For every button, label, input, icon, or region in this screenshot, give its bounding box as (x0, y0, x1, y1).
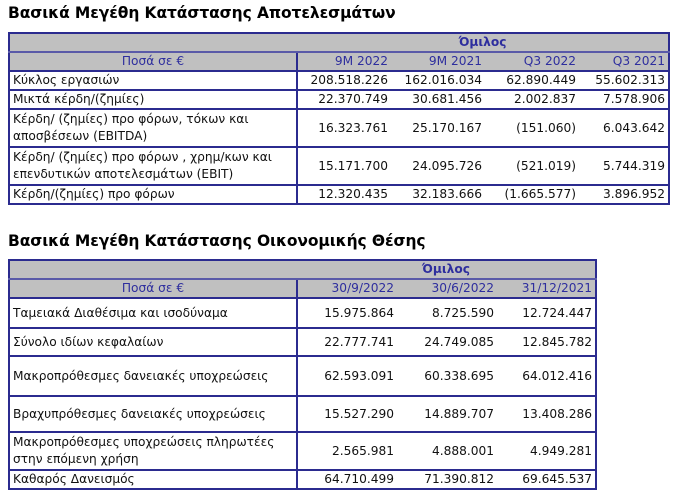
cell-value: 30.681.456 (391, 90, 485, 109)
table-row (9, 147, 669, 185)
cell-value: 6.043.642 (579, 109, 669, 147)
table-row (9, 432, 596, 470)
row-label: Βραχυπρόθεσμες δανειακές υποχρεώσεις (9, 396, 297, 432)
income-statement-table (8, 32, 670, 205)
cell-value: 8.725.590 (397, 298, 497, 328)
cell-value: 4.888.001 (397, 432, 497, 470)
row-label: Κύκλος εργασιών (9, 71, 297, 90)
cell-value: 62.593.091 (297, 356, 397, 396)
cell-value: 64.710.499 (297, 470, 397, 489)
cell-value: 12.320.435 (297, 185, 391, 204)
cell-value: 15.527.290 (297, 396, 397, 432)
table-row (9, 328, 596, 356)
cell-value: 55.602.313 (579, 71, 669, 90)
cell-value: 24.749.085 (397, 328, 497, 356)
cell-value: (151.060) (485, 109, 579, 147)
cell-value: 2.565.981 (297, 432, 397, 470)
row-label: Κέρδη/ (ζημίες) προ φόρων, τόκων και αποσβέσεων (EBITDA) (9, 109, 297, 147)
column-header: 9M 2022 (297, 52, 391, 71)
group-header: Όμιλος (297, 33, 669, 52)
cell-value: 71.390.812 (397, 470, 497, 489)
cell-value: (521.019) (485, 147, 579, 185)
row-label: Κέρδη/(ζημίες) προ φόρων (9, 185, 297, 204)
cell-value: 13.408.286 (497, 396, 596, 432)
group-header-spacer (9, 33, 297, 52)
cell-value: 60.338.695 (397, 356, 497, 396)
financial-position-table (8, 259, 597, 490)
column-header: 31/12/2021 (497, 279, 596, 298)
column-header: Q3 2022 (485, 52, 579, 71)
group-header: Όμιλος (297, 260, 596, 279)
table-row (9, 396, 596, 432)
row-label: Σύνολο ιδίων κεφαλαίων (9, 328, 297, 356)
column-header-row (9, 52, 669, 71)
table-row (9, 185, 669, 204)
cell-value: 16.323.761 (297, 109, 391, 147)
table-row (9, 71, 669, 90)
cell-value: 162.016.034 (391, 71, 485, 90)
cell-value: 3.896.952 (579, 185, 669, 204)
cell-value: 32.183.666 (391, 185, 485, 204)
income-statement-title: Βασικά Μεγέθη Κατάστασης Αποτελεσμάτων (8, 4, 396, 22)
cell-value: 15.975.864 (297, 298, 397, 328)
row-label: Κέρδη/ (ζημίες) προ φόρων , χρημ/κων και επενδυτικών αποτελεσμάτων (EBIT) (9, 147, 297, 185)
row-label: Ταμειακά Διαθέσιμα και ισοδύναμα (9, 298, 297, 328)
cell-value: 14.889.707 (397, 396, 497, 432)
cell-value: 2.002.837 (485, 90, 579, 109)
column-header: 30/6/2022 (397, 279, 497, 298)
amount-label-header: Ποσά σε € (9, 52, 297, 71)
column-header-row (9, 279, 596, 298)
table-row (9, 109, 669, 147)
column-header: 9M 2021 (391, 52, 485, 71)
row-label: Καθαρός Δανεισμός (9, 470, 297, 489)
group-header-spacer (9, 260, 297, 279)
cell-value: 12.845.782 (497, 328, 596, 356)
table-row (9, 470, 596, 489)
cell-value: 24.095.726 (391, 147, 485, 185)
table-row (9, 298, 596, 328)
cell-value: 208.518.226 (297, 71, 391, 90)
cell-value: 12.724.447 (497, 298, 596, 328)
row-label: Μακροπρόθεσμες υποχρεώσεις πληρωτέες στην επόμενη χρήση (9, 432, 297, 470)
group-header-row (9, 33, 669, 52)
table-row (9, 356, 596, 396)
amount-label-header: Ποσά σε € (9, 279, 297, 298)
cell-value: 62.890.449 (485, 71, 579, 90)
cell-value: 69.645.537 (497, 470, 596, 489)
cell-value: 5.744.319 (579, 147, 669, 185)
cell-value: (1.665.577) (485, 185, 579, 204)
cell-value: 25.170.167 (391, 109, 485, 147)
table-row (9, 90, 669, 109)
cell-value: 4.949.281 (497, 432, 596, 470)
cell-value: 64.012.416 (497, 356, 596, 396)
row-label: Μακροπρόθεσμες δανειακές υποχρεώσεις (9, 356, 297, 396)
cell-value: 7.578.906 (579, 90, 669, 109)
column-header: Q3 2021 (579, 52, 669, 71)
cell-value: 22.370.749 (297, 90, 391, 109)
cell-value: 22.777.741 (297, 328, 397, 356)
column-header: 30/9/2022 (297, 279, 397, 298)
cell-value: 15.171.700 (297, 147, 391, 185)
group-header-row (9, 260, 596, 279)
financial-position-title: Βασικά Μεγέθη Κατάστασης Οικονομικής Θέσης (8, 232, 426, 250)
row-label: Μικτά κέρδη/(ζημίες) (9, 90, 297, 109)
